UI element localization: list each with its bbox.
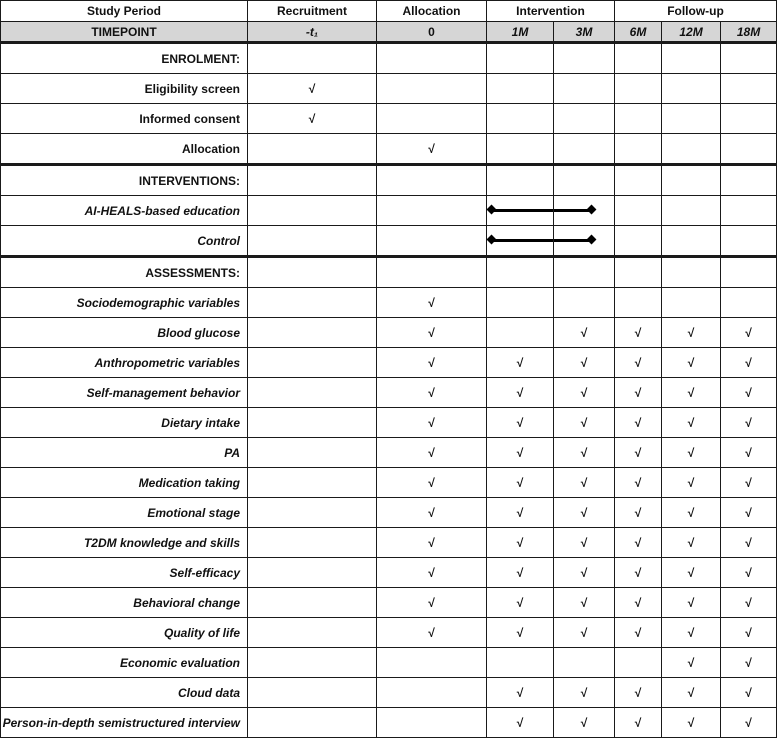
check-mark-icon: √ bbox=[554, 558, 615, 588]
check-mark-icon: √ bbox=[662, 378, 721, 408]
section-title-row bbox=[1, 43, 777, 74]
check-mark-icon: √ bbox=[662, 348, 721, 378]
intervention-span-arrow bbox=[487, 196, 554, 226]
empty-cell bbox=[615, 288, 662, 318]
intervention-header: Intervention bbox=[487, 1, 615, 22]
table-row bbox=[1, 318, 777, 348]
empty-cell bbox=[248, 618, 377, 648]
empty-cell bbox=[248, 438, 377, 468]
intervention-span-arrow bbox=[554, 196, 615, 226]
check-mark-icon: √ bbox=[615, 348, 662, 378]
row-label: Self-efficacy bbox=[1, 558, 248, 588]
table-row bbox=[1, 288, 777, 318]
row-label: PA bbox=[1, 438, 248, 468]
check-mark-icon: √ bbox=[248, 104, 377, 134]
empty-cell bbox=[248, 588, 377, 618]
table-row bbox=[1, 618, 777, 648]
table-row bbox=[1, 408, 777, 438]
check-mark-icon: √ bbox=[662, 648, 721, 678]
row-label: T2DM knowledge and skills bbox=[1, 528, 248, 558]
empty-cell bbox=[554, 165, 615, 196]
check-mark-icon: √ bbox=[554, 498, 615, 528]
check-mark-icon: √ bbox=[662, 678, 721, 708]
check-mark-icon: √ bbox=[615, 378, 662, 408]
check-mark-icon: √ bbox=[662, 468, 721, 498]
section-title: INTERVENTIONS: bbox=[1, 165, 248, 196]
check-mark-icon: √ bbox=[721, 498, 777, 528]
empty-cell bbox=[248, 43, 377, 74]
table-row bbox=[1, 104, 777, 134]
empty-cell bbox=[248, 134, 377, 165]
empty-cell bbox=[615, 104, 662, 134]
empty-cell bbox=[487, 318, 554, 348]
empty-cell bbox=[554, 648, 615, 678]
empty-cell bbox=[721, 74, 777, 104]
check-mark-icon: √ bbox=[554, 468, 615, 498]
empty-cell bbox=[554, 134, 615, 165]
check-mark-icon: √ bbox=[615, 618, 662, 648]
empty-cell bbox=[662, 43, 721, 74]
empty-cell bbox=[721, 104, 777, 134]
check-mark-icon: √ bbox=[615, 498, 662, 528]
check-mark-icon: √ bbox=[615, 588, 662, 618]
empty-cell bbox=[487, 165, 554, 196]
row-label: Self-management behavior bbox=[1, 378, 248, 408]
row-label: Anthropometric variables bbox=[1, 348, 248, 378]
empty-cell bbox=[248, 708, 377, 738]
empty-cell bbox=[662, 134, 721, 165]
row-label: Control bbox=[1, 226, 248, 257]
check-mark-icon: √ bbox=[487, 378, 554, 408]
table-row bbox=[1, 196, 777, 226]
section-title-row bbox=[1, 165, 777, 196]
empty-cell bbox=[377, 165, 487, 196]
check-mark-icon: √ bbox=[662, 498, 721, 528]
empty-cell bbox=[554, 43, 615, 74]
check-mark-icon: √ bbox=[377, 378, 487, 408]
arrow-start-icon bbox=[491, 239, 553, 242]
check-mark-icon: √ bbox=[487, 678, 554, 708]
arrow-end-icon bbox=[554, 209, 592, 212]
check-mark-icon: √ bbox=[487, 408, 554, 438]
empty-cell bbox=[377, 708, 487, 738]
study-period-header: Study Period bbox=[1, 1, 248, 22]
check-mark-icon: √ bbox=[721, 348, 777, 378]
check-mark-icon: √ bbox=[377, 498, 487, 528]
empty-cell bbox=[377, 678, 487, 708]
section-title: ENROLMENT: bbox=[1, 43, 248, 74]
check-mark-icon: √ bbox=[377, 318, 487, 348]
check-mark-icon: √ bbox=[721, 558, 777, 588]
check-mark-icon: √ bbox=[487, 528, 554, 558]
check-mark-icon: √ bbox=[377, 288, 487, 318]
empty-cell bbox=[662, 74, 721, 104]
check-mark-icon: √ bbox=[377, 468, 487, 498]
timepoint-allocation: 0 bbox=[377, 22, 487, 43]
empty-cell bbox=[377, 104, 487, 134]
empty-cell bbox=[662, 165, 721, 196]
check-mark-icon: √ bbox=[721, 708, 777, 738]
table-row bbox=[1, 226, 777, 257]
timepoint-1m: 1M bbox=[487, 22, 554, 43]
check-mark-icon: √ bbox=[615, 708, 662, 738]
empty-cell bbox=[487, 288, 554, 318]
check-mark-icon: √ bbox=[662, 558, 721, 588]
period-header-row bbox=[1, 1, 777, 22]
table-row bbox=[1, 588, 777, 618]
check-mark-icon: √ bbox=[662, 708, 721, 738]
check-mark-icon: √ bbox=[662, 408, 721, 438]
check-mark-icon: √ bbox=[554, 318, 615, 348]
check-mark-icon: √ bbox=[662, 588, 721, 618]
check-mark-icon: √ bbox=[377, 348, 487, 378]
empty-cell bbox=[662, 104, 721, 134]
table-row bbox=[1, 74, 777, 104]
empty-cell bbox=[248, 288, 377, 318]
check-mark-icon: √ bbox=[662, 618, 721, 648]
row-label: AI-HEALS-based education bbox=[1, 196, 248, 226]
check-mark-icon: √ bbox=[554, 588, 615, 618]
row-label: Sociodemographic variables bbox=[1, 288, 248, 318]
empty-cell bbox=[721, 134, 777, 165]
check-mark-icon: √ bbox=[662, 438, 721, 468]
check-mark-icon: √ bbox=[721, 378, 777, 408]
row-label: Blood glucose bbox=[1, 318, 248, 348]
table-row bbox=[1, 134, 777, 165]
row-label: Medication taking bbox=[1, 468, 248, 498]
empty-cell bbox=[377, 226, 487, 257]
empty-cell bbox=[662, 226, 721, 257]
empty-cell bbox=[377, 74, 487, 104]
empty-cell bbox=[615, 43, 662, 74]
timepoint-18m: 18M bbox=[721, 22, 777, 43]
check-mark-icon: √ bbox=[248, 74, 377, 104]
check-mark-icon: √ bbox=[487, 348, 554, 378]
row-label: Allocation bbox=[1, 134, 248, 165]
check-mark-icon: √ bbox=[721, 318, 777, 348]
timepoint-recruitment: -t₁ bbox=[248, 22, 377, 43]
empty-cell bbox=[248, 498, 377, 528]
empty-cell bbox=[248, 558, 377, 588]
check-mark-icon: √ bbox=[487, 618, 554, 648]
row-label: Dietary intake bbox=[1, 408, 248, 438]
empty-cell bbox=[721, 196, 777, 226]
check-mark-icon: √ bbox=[615, 528, 662, 558]
check-mark-icon: √ bbox=[662, 528, 721, 558]
check-mark-icon: √ bbox=[615, 678, 662, 708]
empty-cell bbox=[615, 648, 662, 678]
empty-cell bbox=[721, 288, 777, 318]
check-mark-icon: √ bbox=[554, 708, 615, 738]
check-mark-icon: √ bbox=[554, 618, 615, 648]
section-title-row bbox=[1, 257, 777, 288]
recruitment-header: Recruitment bbox=[248, 1, 377, 22]
timepoint-3m: 3M bbox=[554, 22, 615, 43]
empty-cell bbox=[248, 226, 377, 257]
empty-cell bbox=[615, 257, 662, 288]
allocation-header: Allocation bbox=[377, 1, 487, 22]
empty-cell bbox=[615, 226, 662, 257]
table-row bbox=[1, 348, 777, 378]
check-mark-icon: √ bbox=[721, 468, 777, 498]
check-mark-icon: √ bbox=[721, 438, 777, 468]
arrow-end-icon bbox=[554, 239, 592, 242]
empty-cell bbox=[615, 134, 662, 165]
arrow-start-icon bbox=[491, 209, 553, 212]
check-mark-icon: √ bbox=[554, 408, 615, 438]
row-label: Informed consent bbox=[1, 104, 248, 134]
check-mark-icon: √ bbox=[377, 588, 487, 618]
check-mark-icon: √ bbox=[554, 348, 615, 378]
empty-cell bbox=[377, 257, 487, 288]
empty-cell bbox=[487, 43, 554, 74]
timepoint-6m: 6M bbox=[615, 22, 662, 43]
check-mark-icon: √ bbox=[377, 438, 487, 468]
empty-cell bbox=[248, 678, 377, 708]
check-mark-icon: √ bbox=[615, 468, 662, 498]
empty-cell bbox=[248, 165, 377, 196]
empty-cell bbox=[248, 648, 377, 678]
empty-cell bbox=[662, 288, 721, 318]
table-row bbox=[1, 678, 777, 708]
empty-cell bbox=[487, 104, 554, 134]
check-mark-icon: √ bbox=[721, 678, 777, 708]
row-label: Quality of life bbox=[1, 618, 248, 648]
check-mark-icon: √ bbox=[615, 438, 662, 468]
empty-cell bbox=[662, 196, 721, 226]
row-label: Behavioral change bbox=[1, 588, 248, 618]
check-mark-icon: √ bbox=[615, 318, 662, 348]
empty-cell bbox=[487, 648, 554, 678]
empty-cell bbox=[248, 528, 377, 558]
empty-cell bbox=[248, 378, 377, 408]
empty-cell bbox=[615, 74, 662, 104]
empty-cell bbox=[615, 165, 662, 196]
check-mark-icon: √ bbox=[721, 588, 777, 618]
row-label: Eligibility screen bbox=[1, 74, 248, 104]
check-mark-icon: √ bbox=[377, 408, 487, 438]
row-label: Cloud data bbox=[1, 678, 248, 708]
check-mark-icon: √ bbox=[554, 438, 615, 468]
empty-cell bbox=[248, 318, 377, 348]
section-title: ASSESSMENTS: bbox=[1, 257, 248, 288]
check-mark-icon: √ bbox=[554, 378, 615, 408]
check-mark-icon: √ bbox=[662, 318, 721, 348]
empty-cell bbox=[554, 74, 615, 104]
check-mark-icon: √ bbox=[487, 558, 554, 588]
empty-cell bbox=[662, 257, 721, 288]
check-mark-icon: √ bbox=[377, 528, 487, 558]
empty-cell bbox=[615, 196, 662, 226]
table-row bbox=[1, 378, 777, 408]
empty-cell bbox=[554, 288, 615, 318]
check-mark-icon: √ bbox=[377, 618, 487, 648]
check-mark-icon: √ bbox=[615, 558, 662, 588]
timepoint-row bbox=[1, 22, 777, 43]
table-row bbox=[1, 648, 777, 678]
followup-header: Follow-up bbox=[615, 1, 777, 22]
empty-cell bbox=[377, 648, 487, 678]
empty-cell bbox=[487, 74, 554, 104]
check-mark-icon: √ bbox=[721, 618, 777, 648]
check-mark-icon: √ bbox=[721, 408, 777, 438]
intervention-span-arrow bbox=[487, 226, 554, 257]
table-row bbox=[1, 528, 777, 558]
schedule-body bbox=[1, 43, 777, 738]
row-label: Economic evaluation bbox=[1, 648, 248, 678]
empty-cell bbox=[721, 226, 777, 257]
empty-cell bbox=[248, 196, 377, 226]
empty-cell bbox=[377, 196, 487, 226]
empty-cell bbox=[487, 134, 554, 165]
table-row bbox=[1, 438, 777, 468]
empty-cell bbox=[487, 257, 554, 288]
table-row bbox=[1, 708, 777, 738]
intervention-span-arrow bbox=[554, 226, 615, 257]
empty-cell bbox=[377, 43, 487, 74]
check-mark-icon: √ bbox=[377, 558, 487, 588]
table-row bbox=[1, 558, 777, 588]
check-mark-icon: √ bbox=[554, 528, 615, 558]
table-row bbox=[1, 468, 777, 498]
check-mark-icon: √ bbox=[377, 134, 487, 165]
check-mark-icon: √ bbox=[487, 588, 554, 618]
timepoint-12m: 12M bbox=[662, 22, 721, 43]
check-mark-icon: √ bbox=[721, 528, 777, 558]
timepoint-label: TIMEPOINT bbox=[1, 22, 248, 43]
empty-cell bbox=[721, 43, 777, 74]
check-mark-icon: √ bbox=[554, 678, 615, 708]
check-mark-icon: √ bbox=[487, 468, 554, 498]
empty-cell bbox=[248, 468, 377, 498]
check-mark-icon: √ bbox=[615, 408, 662, 438]
empty-cell bbox=[248, 408, 377, 438]
empty-cell bbox=[721, 257, 777, 288]
check-mark-icon: √ bbox=[721, 648, 777, 678]
check-mark-icon: √ bbox=[487, 438, 554, 468]
row-label: Emotional stage bbox=[1, 498, 248, 528]
empty-cell bbox=[248, 257, 377, 288]
row-label: Person-in-depth semistructured interview bbox=[1, 708, 248, 738]
check-mark-icon: √ bbox=[487, 708, 554, 738]
table-row bbox=[1, 498, 777, 528]
check-mark-icon: √ bbox=[487, 498, 554, 528]
empty-cell bbox=[248, 348, 377, 378]
empty-cell bbox=[554, 257, 615, 288]
empty-cell bbox=[721, 165, 777, 196]
empty-cell bbox=[554, 104, 615, 134]
